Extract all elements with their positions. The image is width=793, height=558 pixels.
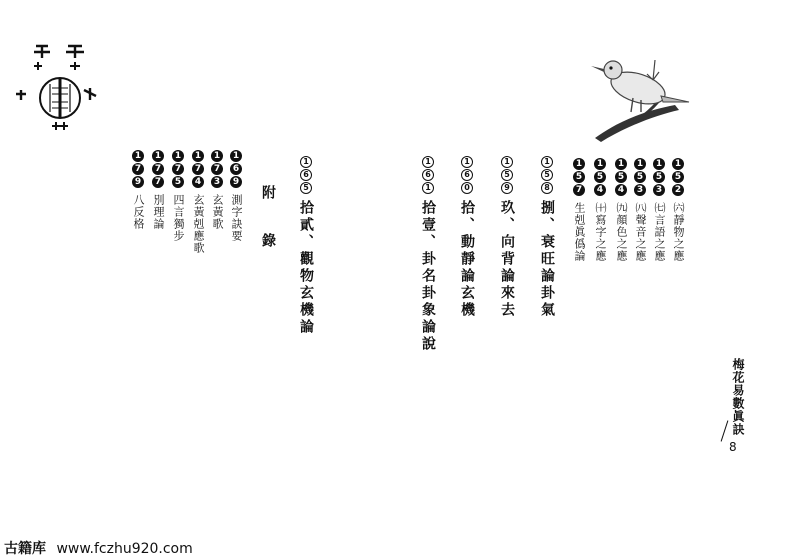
page-number: 8: [729, 440, 737, 454]
toc-entry-title: 玄黃歌: [211, 194, 224, 230]
toc-entry: [170, 150, 186, 242]
running-head: 梅花易數眞訣: [731, 358, 745, 436]
page-ref: 1 7 5: [172, 150, 184, 188]
page-ref: 1 5 4: [615, 158, 627, 196]
toc-entry-title: 測字訣要: [230, 194, 243, 242]
footer-site-name: 古籍库: [4, 541, 46, 557]
page-ref: 1 7 7: [152, 150, 164, 188]
toc-entry-title: 生剋眞僞論: [573, 202, 586, 262]
page-ref: 1 6 9: [230, 150, 242, 188]
toc-entry-title: 八反格: [132, 194, 145, 230]
toc-entry: [209, 150, 225, 230]
toc-chapter: [497, 156, 517, 319]
toc-entry-title: 四言獨步: [172, 194, 185, 242]
toc-entry-title: ㈩寫字之應: [594, 202, 607, 262]
toc-entry-title: 玄黃剋應歌: [192, 194, 205, 254]
toc-chapter-title: 拾、動靜論玄機: [459, 200, 475, 319]
toc-entry-title: ㈨顏色之應: [615, 202, 628, 262]
divider: [721, 420, 729, 441]
toc-chapter: [457, 156, 477, 319]
page-ref: 1 6 1: [422, 156, 434, 194]
toc-entry: [670, 158, 686, 262]
toc-chapter-title: 玖、向背論來去: [499, 200, 515, 319]
toc-chapter: [537, 156, 557, 319]
page-ref: 1 7 4: [192, 150, 204, 188]
page-ref: 1 5 9: [501, 156, 513, 194]
toc-entry: [130, 150, 146, 230]
page-ref: 1 5 2: [672, 158, 684, 196]
footer-watermark: [4, 538, 193, 558]
toc-entry: [651, 158, 667, 262]
toc-entry-title: 別理論: [152, 194, 165, 230]
toc-entry: [190, 150, 206, 254]
page-ref: 1 5 3: [634, 158, 646, 196]
toc-entry: [150, 150, 166, 230]
toc-chapter-title: 拾壹、卦名卦象論說: [420, 200, 436, 353]
page-ref: 1 5 7: [573, 158, 585, 196]
page-ref: 1 6 0: [461, 156, 473, 194]
page-ref: 1 5 4: [594, 158, 606, 196]
page-ref: 1 5 8: [541, 156, 553, 194]
toc-entry: [632, 158, 648, 262]
toc-entry-title: ㈥靜物之應: [672, 202, 685, 262]
appendix-heading: 附 錄: [260, 185, 276, 257]
toc-entry: [228, 150, 244, 242]
toc-chapter: [418, 156, 438, 353]
bird-illustration: [583, 50, 693, 145]
toc-chapter: [296, 156, 316, 336]
toc-entry: [571, 158, 587, 262]
toc-entry: [613, 158, 629, 262]
toc-entry-title: ㈦言語之應: [653, 202, 666, 262]
page-ref: 1 5 3: [653, 158, 665, 196]
toc-chapter-title: 捌、衰旺論卦氣: [539, 200, 555, 319]
page-ref: 1 7 9: [132, 150, 144, 188]
footer-url[interactable]: www.fczhu920.com: [56, 541, 193, 557]
ornament-emblem: [12, 38, 102, 138]
page-ref: 1 7 3: [211, 150, 223, 188]
toc-entry: [592, 158, 608, 262]
toc-entry-title: ㈧聲音之應: [634, 202, 647, 262]
toc-chapter-title: 拾貳、觀物玄機論: [298, 200, 314, 336]
page-ref: 1 6 5: [300, 156, 312, 194]
